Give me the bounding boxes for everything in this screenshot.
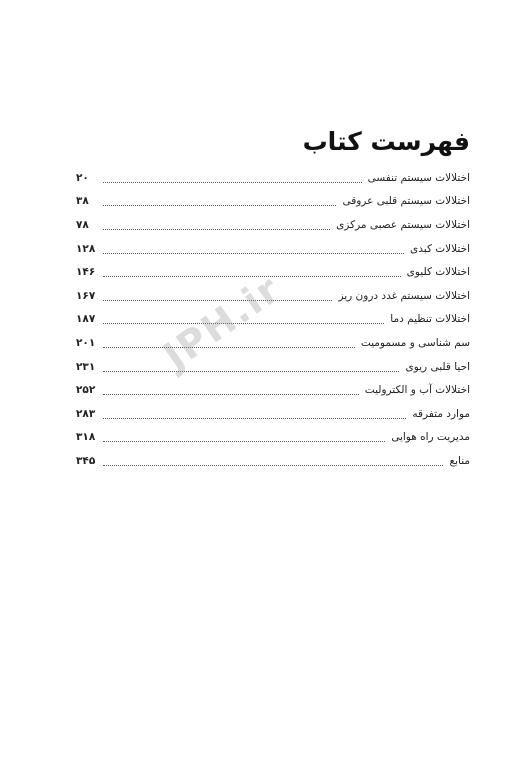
- toc-entry-title: مدیریت راه هوایی: [391, 431, 470, 444]
- toc-entry-page: ۲۳۱: [76, 360, 96, 373]
- toc-entry-page: ۱۶۷: [76, 289, 96, 302]
- toc-leader-dots: [103, 393, 359, 395]
- toc-entry-title: منابع: [449, 454, 470, 467]
- toc-entry-title: سم شناسی و مسمومیت: [360, 336, 470, 349]
- toc-entry: [76, 166, 470, 190]
- toc-entry-title: احیا قلبی ریوی: [405, 360, 470, 373]
- toc-leader-dots: [103, 204, 336, 206]
- toc-leader-dots: [103, 228, 330, 230]
- toc-entry-title: اختلالات کبدی: [410, 242, 470, 255]
- toc-entry: [76, 237, 470, 261]
- toc-entry-page: ۳۱۸: [76, 431, 96, 444]
- toc-entry-page: ۷۸: [76, 218, 89, 231]
- toc-entry-page: ۳۴۵: [76, 454, 96, 467]
- toc-entry-page: ۱۸۷: [76, 313, 96, 326]
- toc-entry-page: ۱۲۸: [76, 242, 96, 255]
- toc-leader-dots: [103, 346, 355, 348]
- toc-entry-title: اختلالات کلیوی: [406, 266, 470, 279]
- toc-entry: [76, 426, 470, 450]
- table-of-contents: [76, 166, 470, 473]
- toc-entry: [76, 402, 470, 426]
- toc-entry-title: اختلالات سیستم عصبی مرکزی: [336, 218, 470, 231]
- toc-entry-page: ۱۴۶: [76, 266, 96, 279]
- toc-entry: [76, 378, 470, 402]
- toc-entry-page: ۲۰۱: [76, 336, 96, 349]
- toc-entry-title: اختلالات سیستم قلبی عروقی: [342, 195, 470, 208]
- toc-leader-dots: [103, 252, 404, 254]
- toc-leader-dots: [103, 370, 399, 372]
- toc-entry: [76, 355, 470, 379]
- toc-entry-title: اختلالات سیستم غدد درون ریز: [338, 289, 470, 302]
- toc-entry-page: ۲۸۳: [76, 407, 96, 420]
- toc-entry-title: اختلالات تنظیم دما: [390, 313, 470, 326]
- toc-leader-dots: [103, 440, 385, 442]
- toc-leader-dots: [103, 181, 362, 183]
- toc-entry-title: اختلالات آب و الکترولیت: [364, 384, 470, 397]
- toc-leader-dots: [103, 464, 443, 466]
- toc-leader-dots: [103, 417, 406, 419]
- page-title: فهرست کتاب: [302, 127, 470, 156]
- toc-entry-page: ۲۵۲: [76, 384, 96, 397]
- toc-entry-page: ۳۸: [76, 195, 89, 208]
- toc-entry: [76, 213, 470, 237]
- toc-entry-title: موارد متفرقه: [412, 407, 470, 420]
- watermark: JPH.ir: [155, 266, 289, 379]
- toc-entry: [76, 449, 470, 473]
- toc-entry: [76, 331, 470, 355]
- toc-entry-title: اختلالات سیستم تنفسی: [367, 171, 470, 184]
- toc-entry: [76, 190, 470, 214]
- toc-entry-page: ۲۰: [76, 171, 89, 184]
